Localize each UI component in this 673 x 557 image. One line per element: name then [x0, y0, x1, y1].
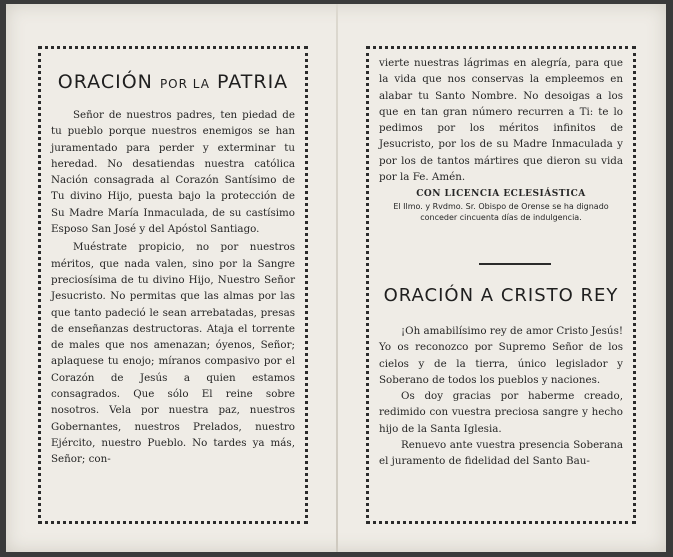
right-paragraph-1: ¡Oh amabilísimo rey de amor Cristo Jesús! Yo os reconozco por Supremo Señor de los cielos y de la tierra, único legislador y Soberano de todos los pueblos y naciones. — [379, 325, 623, 386]
divider-rule — [479, 263, 551, 265]
left-title-end: PATRIA — [217, 71, 289, 93]
left-text — [51, 107, 295, 468]
right-paragraph-2: Os doy gracias por haberme creado, redimido con vuestra preciosa sangre y hecho hijo de la Santa Iglesia. — [379, 390, 623, 435]
right-bottom-text — [379, 323, 623, 470]
prayer-card-sheet — [6, 4, 666, 552]
right-top-text — [379, 55, 623, 223]
center-fold — [336, 4, 338, 552]
right-panel — [366, 46, 636, 524]
left-title — [41, 71, 305, 93]
left-title-small: POR LA — [159, 77, 210, 91]
left-paragraph-2: Muéstrate propicio, no por nuestros méritos, que nada valen, sino por la Sangre preciosísima de tu divino Hijo, Nuestro Señor Jesucristo. No permitas que las almas por las que tanto padeció le sean arrebatadas, presas de enseñanzas destructoras. Ataja el torrente de males que nos amenazan; óyenos, Señor; aplaquese tu enojo; míranos compasivo por el Corazón de Jesús a quien estamos consagrados. Que sólo El reine sobre nosotros. Vela por nuestra paz, nuestros Gobernantes, nuestros Prelados, nuestro Ejército, nuestro Pueblo. No tardes ya más, Señor; con- — [51, 241, 295, 466]
left-title-main: ORACIÓN — [57, 71, 153, 93]
left-paragraph-1: Señor de nuestros padres, ten piedad de tu pueblo porque nuestros enemigos se han juramentado para perder y exterminar tu heredad. No desatiendas nuestra católica Nación consagrada al Corazón Santísimo de Tu divino Hijo, puesta bajo la protección de Su Madre María Inmaculada, de su castísimo Esposo San José y del Apóstol Santiago. — [51, 109, 295, 236]
license-line: CON LICENCIA ECLESIÁSTICA — [416, 189, 586, 200]
left-panel — [38, 46, 308, 524]
indulgence-note: El Ilmo. y Rvdmo. Sr. Obispo de Orense se ha dignado conceder cincuenta días de indulgencia. — [393, 202, 609, 223]
right-title: ORACIÓN A CRISTO REY — [383, 285, 619, 306]
right-continuation: vierte nuestras lágrimas en alegría, para que la vida que nos conservas la empleemos en alabar tu Santo Nombre. No desoigas a los que en tan gran número recurren a Ti: te lo pedimos por los méritos infinitos de Jesucristo, por los de su Madre Inmaculada y por los de tantos mártires que dieron su vida por la Fe. Amén. — [379, 57, 623, 184]
right-paragraph-3: Renuevo ante vuestra presencia Soberana el juramento de fidelidad del Santo Bau- — [379, 439, 623, 468]
